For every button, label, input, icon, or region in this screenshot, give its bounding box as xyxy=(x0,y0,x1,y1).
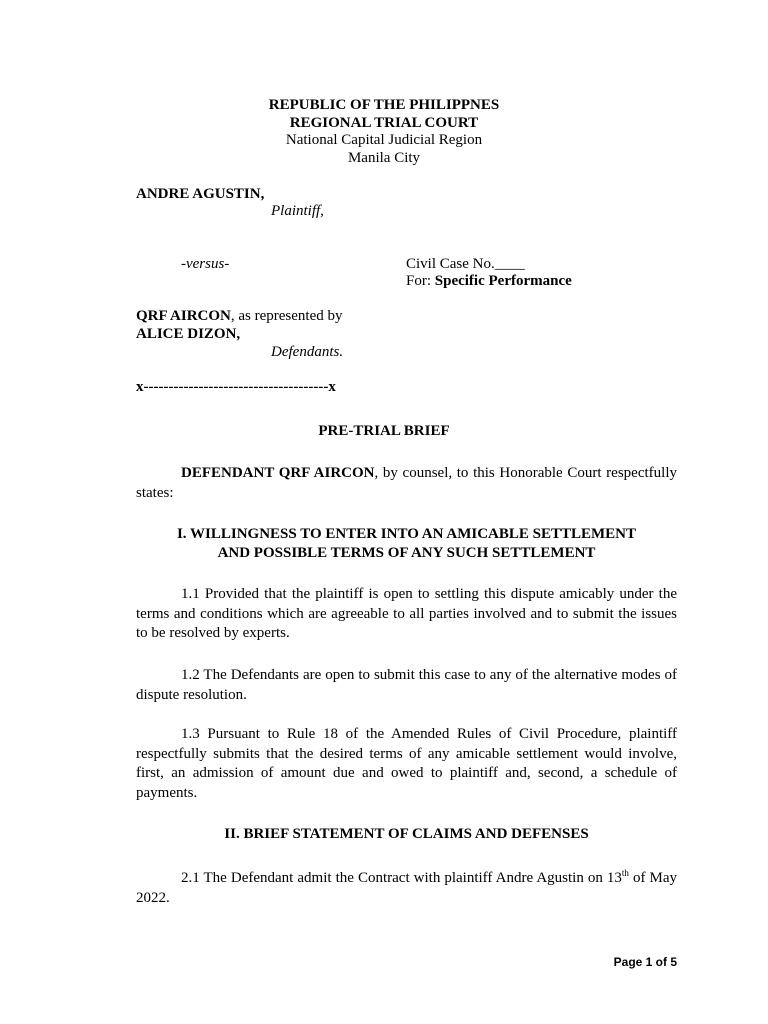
court-republic: REPUBLIC OF THE PHILIPPNES xyxy=(268,97,500,113)
intro-party: DEFENDANT QRF AIRCON xyxy=(181,465,375,481)
paragraph-2-1: 2.1 The Defendant admit the Contract with plaintiff Andre Agustin on 13th of May 2022. xyxy=(136,868,677,906)
defendant-represented: , as represented by xyxy=(230,308,343,324)
section1-heading xyxy=(136,525,677,563)
paragraph-1-3: 1.3 Pursuant to Rule 18 of the Amended Rules of Civil Procedure, plaintiff respectfully submits that the desired terms of any amicable settlement would involve, first, an admission of amount due and owed to plaintiff and, second, a schedule of payments. xyxy=(136,726,677,801)
defendant-representative: ALICE DIZON, xyxy=(136,326,241,342)
court-region: National Capital Judicial Region xyxy=(285,132,483,148)
ordinal-suffix: th xyxy=(621,868,629,878)
plaintiff-role: Plaintiff, xyxy=(271,203,324,219)
versus-label: -versus- xyxy=(181,256,230,272)
defendant-name: QRF AIRCON xyxy=(136,308,231,324)
case-for-label: For: xyxy=(406,273,432,289)
page-number: Page 1 of 5 xyxy=(613,955,677,969)
court-city: Manila City xyxy=(347,150,421,166)
case-for xyxy=(406,272,572,290)
section1-heading-line1: I. WILLINGNESS TO ENTER INTO AN AMICABLE SETTLEMENT xyxy=(176,526,637,542)
court-name: REGIONAL TRIAL COURT xyxy=(289,115,479,131)
case-for-value: Specific Performance xyxy=(434,273,572,289)
plaintiff-name: ANDRE AGUSTIN, xyxy=(136,186,265,202)
civil-case-number: Civil Case No.____ xyxy=(406,256,525,272)
caption-separator: x-------------------------------------x xyxy=(136,379,336,395)
defendant-line xyxy=(136,307,343,325)
defendants-role: Defendants. xyxy=(271,344,344,360)
section2-heading: II. BRIEF STATEMENT OF CLAIMS AND DEFENSES xyxy=(224,826,589,842)
intro-paragraph xyxy=(136,464,677,503)
section1-heading-line2: AND POSSIBLE TERMS OF ANY SUCH SETTLEMENT xyxy=(217,545,596,561)
document-title: PRE-TRIAL BRIEF xyxy=(318,423,450,439)
intro-text: , by counsel, to this Honorable Court respectfully states: xyxy=(136,465,677,501)
paragraph-1-2: 1.2 The Defendants are open to submit this case to any of the alternative modes of dispute resolution. xyxy=(136,667,677,703)
paragraph-1-1: 1.1 Provided that the plaintiff is open to settling this dispute amicably under the terms and conditions which are agreeable to all parties involved and to submit the issues to be resolved by experts. xyxy=(136,586,677,641)
